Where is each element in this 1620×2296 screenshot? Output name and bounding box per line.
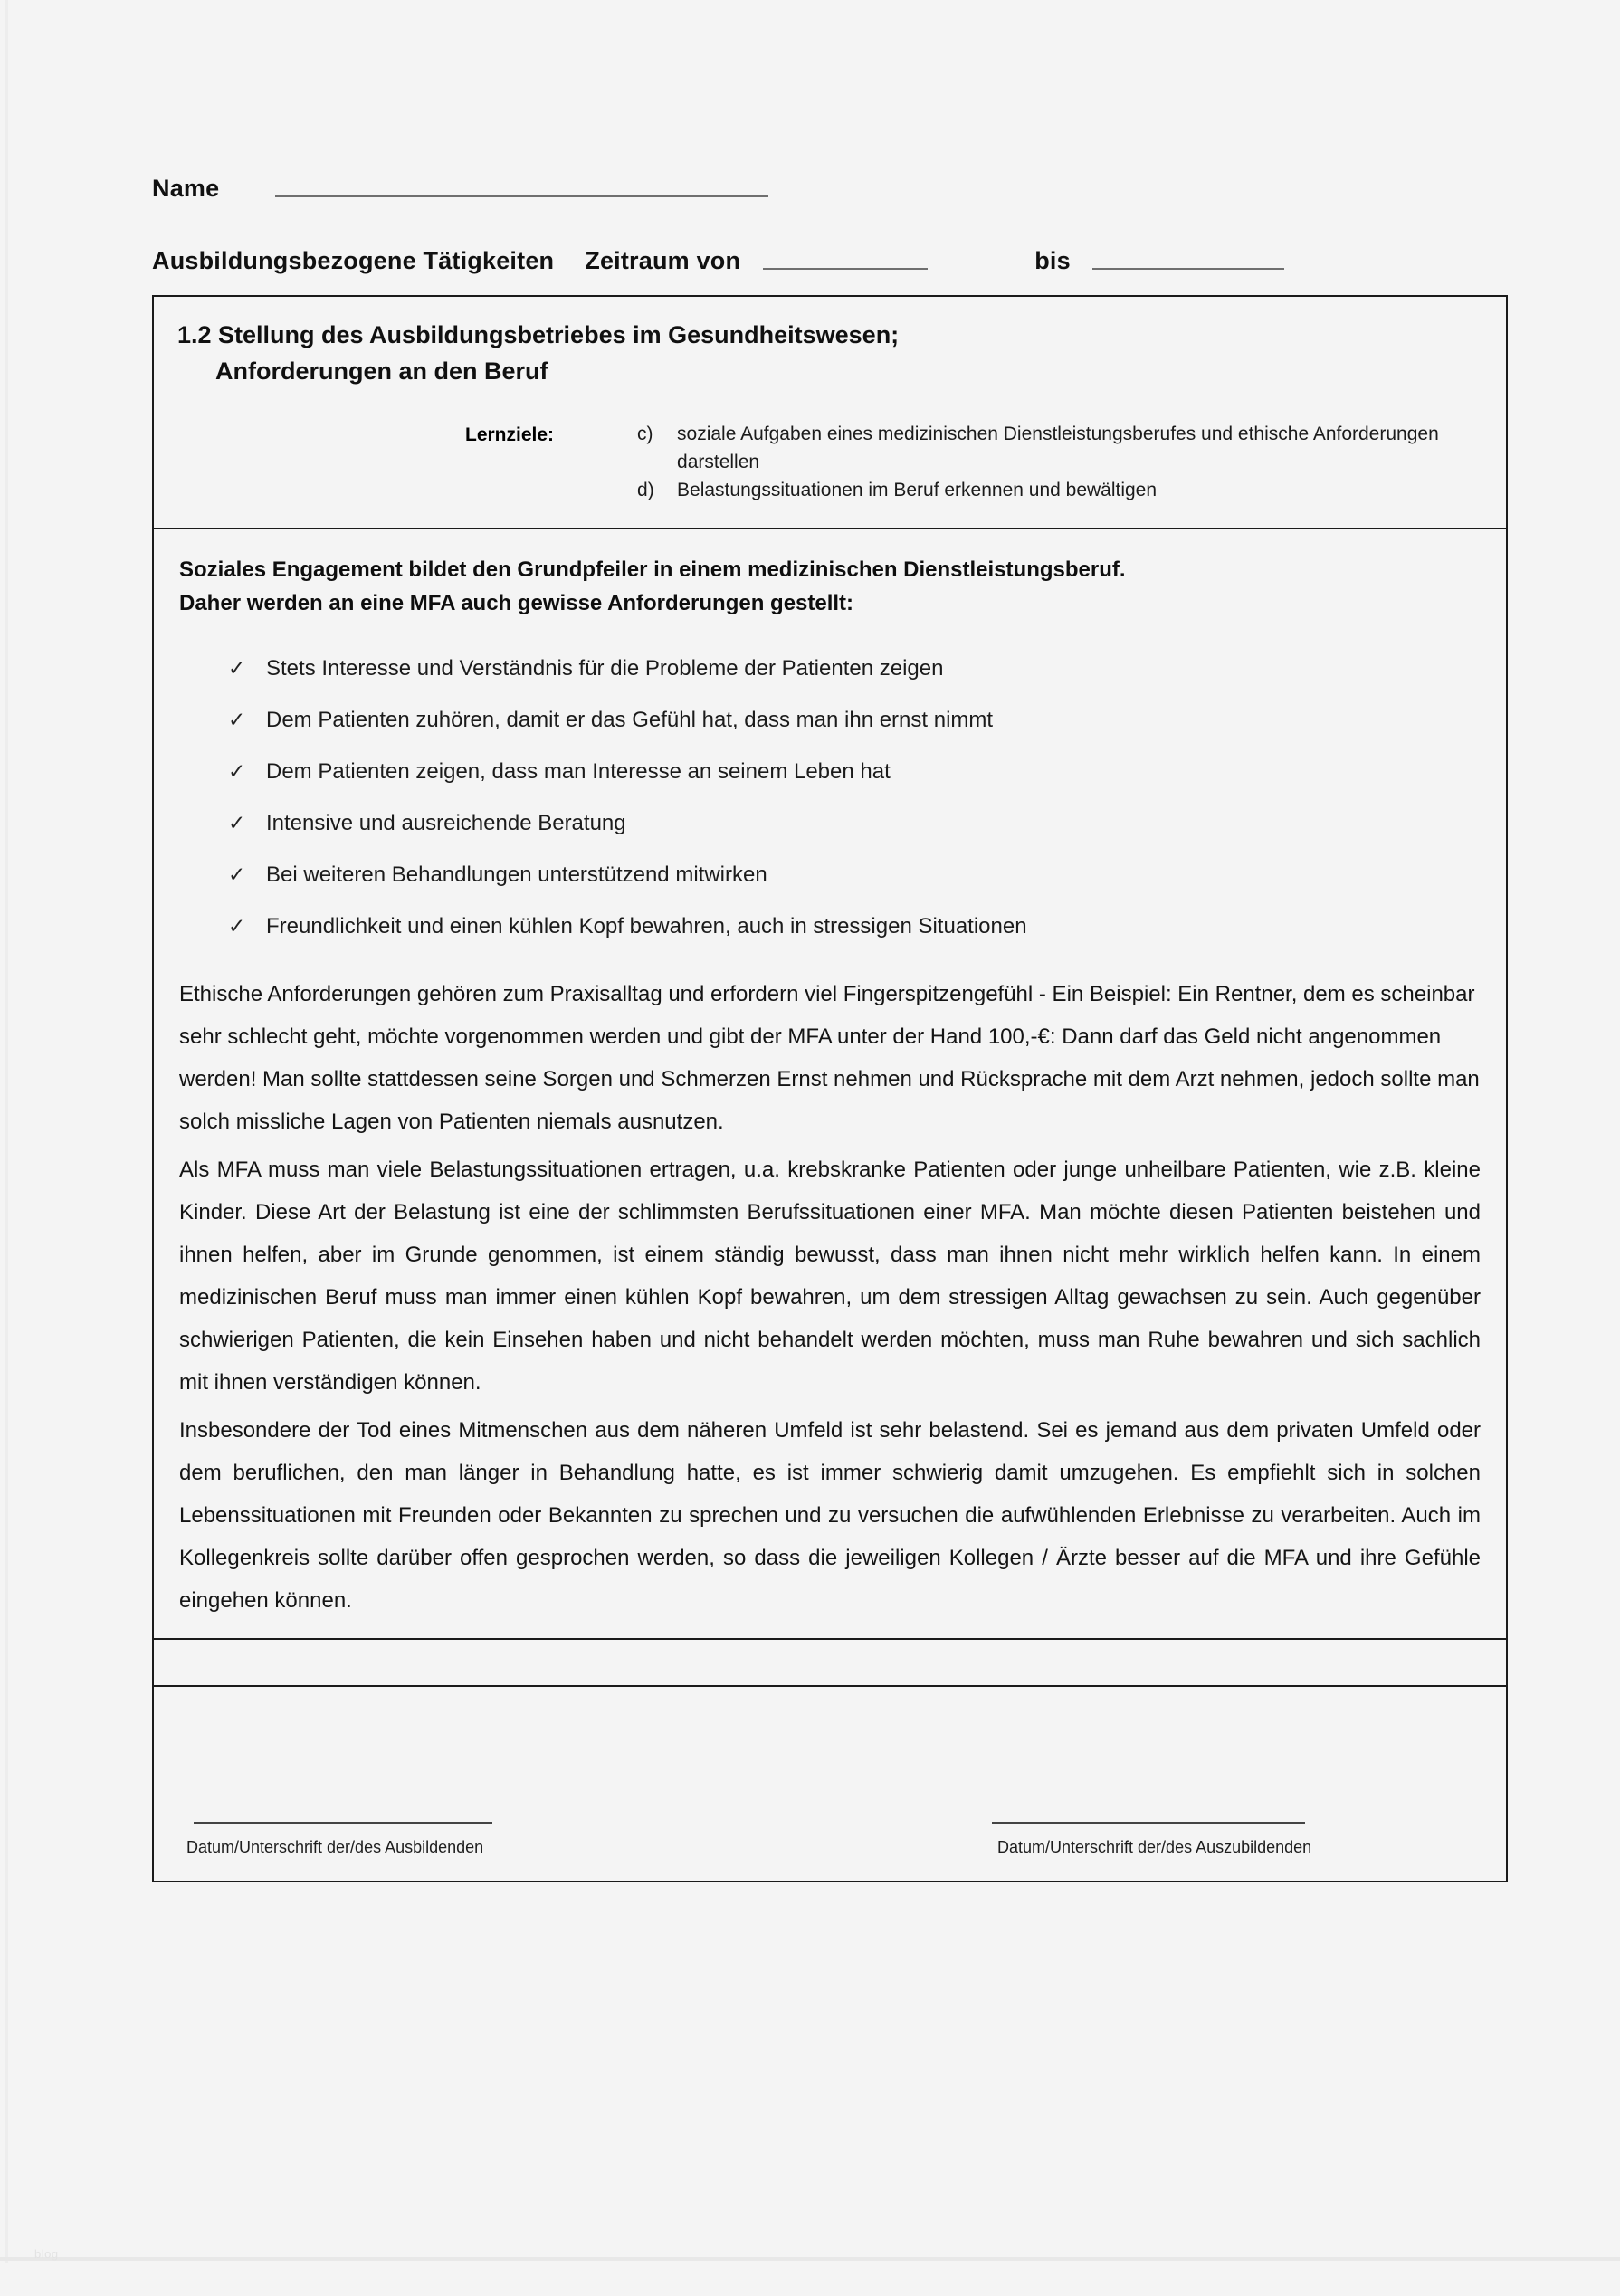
trainer-signature-block	[186, 1821, 675, 1857]
check-mark-icon: ✓	[228, 811, 246, 834]
requirements-checklist	[179, 653, 1481, 942]
list-item	[228, 704, 1481, 736]
objective-text: soziale Aufgaben eines medizinischen Dienstleistungsberufes und ethische Anforderungen darstellen	[677, 424, 1439, 472]
content-frame	[152, 295, 1508, 1882]
list-item	[228, 859, 1481, 891]
list-item-label: Stets Interesse und Verständnis für die Probleme der Patienten zeigen	[266, 656, 944, 681]
period-to-label: bis	[1034, 247, 1071, 274]
trainer-signature-line[interactable]	[194, 1821, 492, 1824]
page-watermark: blog	[34, 2247, 59, 2261]
signature-row	[154, 1821, 1506, 1857]
check-mark-icon: ✓	[228, 656, 246, 680]
name-label: Name	[152, 175, 220, 202]
body-paragraph-2: Als MFA muss man viele Belastungssituationen ertragen, u.a. krebskranke Patienten oder junge unheilbare Patienten, wie z.B. kleine Kinder. Diese Art der Belastung ist eine der schlimmsten Berufssituationen einer MFA. Man möchte diesen Patienten beistehen und ihnen helfen, aber im Grunde genommen, ist einem ständig bewusst, dass man ihnen nicht mehr wirklich helfen kann. In einem medizinischen Beruf muss man immer einen kühlen Kopf bewahren, um dem stressigen Alltag gewachsen zu sein. Auch gegenüber schwierigen Patienten, die kein Einsehen haben und nicht behandelt werden möchten, muss man Ruhe bewahren und sich sachlich mit ihnen verständigen können.	[179, 1158, 1481, 1395]
spacer-cell	[154, 1640, 1506, 1687]
name-row	[152, 161, 1510, 203]
objectives-block	[177, 420, 1482, 504]
period-to-input-line[interactable]	[1092, 267, 1284, 270]
name-input-line[interactable]	[275, 195, 768, 197]
period-from-label: Zeitraum von	[585, 247, 741, 274]
body-paragraph-3: Insbesondere der Tod eines Mitmenschen aus dem näheren Umfeld ist sehr belastend. Sei es jemand aus dem privaten Umfeld oder dem beruflichen, den man länger in Behandlung hatte, es ist immer schwierig damit umzugehen. Es empfiehlt sich in solchen Lebenssituationen mit Freunden oder Bekannten zu sprechen und zu versuchen die aufwühlenden Erlebnisse zu verarbeiten. Auch im Kollegenkreis sollte darüber offen gesprochen werden, so dass die jeweiligen Kollegen / Ärzte besser auf die MFA und ihre Gefühle eingehen können.	[179, 1418, 1481, 1613]
list-item	[228, 756, 1481, 787]
check-mark-icon: ✓	[228, 862, 246, 886]
objective-marker: d)	[637, 480, 654, 500]
form-header	[152, 161, 1510, 275]
intro-line-1: Soziales Engagement bildet den Grundpfeiler in einem medizinischen Dienstleistungsberuf.	[179, 557, 1126, 582]
objective-marker: c)	[637, 424, 653, 444]
section-title-line1: 1.2 Stellung des Ausbildungsbetriebes im Gesundheitswesen;	[177, 321, 900, 348]
intro-line-2: Daher werden an eine MFA auch gewisse Anforderungen gestellt:	[179, 591, 854, 615]
list-item	[228, 807, 1481, 839]
list-item-label: Bei weiteren Behandlungen unterstützend mitwirken	[266, 862, 767, 887]
activities-label: Ausbildungsbezogene Tätigkeiten	[152, 247, 555, 274]
objective-item	[637, 420, 1482, 476]
check-mark-icon: ✓	[228, 708, 246, 731]
objectives-list	[637, 420, 1482, 504]
objectives-label: Lernziele:	[465, 424, 555, 445]
list-item-label: Freundlichkeit und einen kühlen Kopf bewahren, auch in stressigen Situationen	[266, 914, 1027, 938]
section-title-line2: Anforderungen an den Beruf	[215, 357, 548, 385]
page-left-edge	[5, 0, 8, 2263]
objective-text: Belastungssituationen im Beruf erkennen und bewältigen	[677, 480, 1158, 500]
trainee-signature-block	[985, 1821, 1473, 1857]
list-item-label: Dem Patienten zeigen, dass man Interesse an seinem Leben hat	[266, 759, 891, 784]
page-bottom-edge	[0, 2257, 1620, 2261]
list-item	[228, 910, 1481, 942]
signature-cell	[154, 1687, 1506, 1881]
period-from-input-line[interactable]	[763, 267, 928, 270]
intro-text	[179, 553, 1481, 620]
section-title	[177, 317, 1482, 389]
list-item	[228, 653, 1481, 684]
objectives-cell	[154, 297, 1506, 529]
trainee-signature-caption: Datum/Unterschrift der/des Auszubildenden	[997, 1838, 1312, 1856]
body-paragraph-1: Ethische Anforderungen gehören zum Praxisalltag und erfordern viel Fingerspitzengefühl - Ein Beispiel: Ein Rentner, dem es scheinbar sehr schlecht geht, möchte vorgenommen werden und gibt der MFA unter der Hand 100,-€: Dann darf das Geld nicht angenommen werden! Man sollte stattdessen seine Sorgen und Schmerzen Ernst nehmen und Rücksprache mit dem Arzt nehmen, jedoch sollte man solch missliche Lagen von Patienten niemals ausnutzen.	[179, 982, 1480, 1134]
trainer-signature-caption: Datum/Unterschrift der/des Ausbildenden	[186, 1838, 484, 1856]
trainee-signature-line[interactable]	[992, 1821, 1305, 1824]
check-mark-icon: ✓	[228, 914, 246, 938]
objective-item	[637, 476, 1482, 504]
list-item-label: Intensive und ausreichende Beratung	[266, 811, 626, 835]
period-row	[152, 237, 1510, 275]
body-cell	[154, 529, 1506, 1640]
list-item-label: Dem Patienten zuhören, damit er das Gefühl hat, dass man ihn ernst nimmt	[266, 708, 994, 732]
check-mark-icon: ✓	[228, 759, 246, 783]
